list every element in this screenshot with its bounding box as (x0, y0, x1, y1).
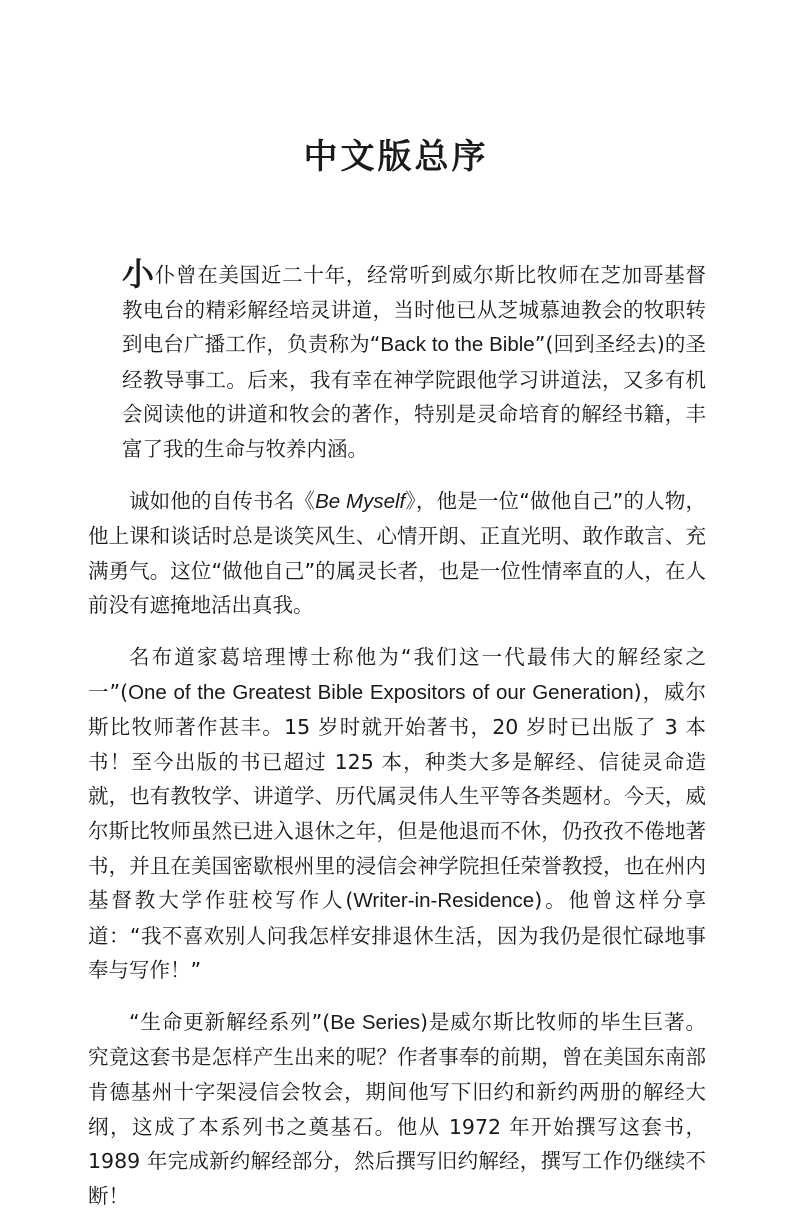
paragraph-4-text-b: )是威尔斯比牧师的毕生巨著。究竟这套书是怎样产生出来的呢？作者事奉的前期，曾在美国东南部肯德基州十字架浸信会牧会，期间他写下旧约和新约两册的解经大纲，这成了本系列书之奠基石。他从 1972 年开始撰写这套书，1989 年完成新约解经部分，然后撰写旧约解经，撰写工作仍继续不断！ (88, 1009, 706, 1208)
paragraph-1-english-a: Back to the Bible (380, 333, 535, 357)
page-title: 中文版总序 (303, 137, 489, 177)
paragraph-2-book-title: Be Myself (315, 489, 406, 513)
paragraph-2 (88, 484, 706, 623)
paragraph-3-english-a: One of the Greatest Bible Expositors of our Generation (128, 680, 634, 704)
body-text (88, 254, 706, 1230)
paragraph-3-english-b: Writer-in-Residence (353, 889, 535, 913)
paragraph-3-text-b: )，威尔斯比牧师著作甚丰。15 岁时就开始著书，20 岁时已出版了 3 本书！至今出版的书已超过 125 本，种类大多是解经、信徒灵命造就，也有教牧学、讲道学、历代属灵伟人生平等各类题材。今天，威尔斯比牧师虽然已进入退休之年，但是他退而不休，仍孜孜不倦地著书，并且在美国密歇根州里的浸信会神学院担任荣誉教授，也在州内基督教大学作驻校写作人( (88, 679, 707, 913)
paragraph-1-text-b: ”(回到圣经去)的圣经教导事工。后来，我有幸在神学院跟他学习讲道法，又多有机会阅读他的讲道和牧会的著作，特别是灵命培育的解经书籍，丰富了我的生命与牧养内涵。 (122, 332, 707, 461)
paragraph-4 (88, 1005, 706, 1214)
paragraph-2-text-a: 诚如他的自传书名《 (129, 488, 316, 513)
paragraph-3-text-a: 名布道家葛培理博士称他为“我们这一代最伟大的解经家之一”( (88, 644, 706, 704)
paragraph-2-text-b: 》，他是一位“做他自己”的人物，他上课和谈话时总是谈笑风生、心情开朗、正直光明、敢作敢言、充满勇气。这位“做他自己”的属灵长者，也是一位性情率直的人，在人前没有遮掩地活出真我。 (88, 488, 706, 618)
paragraph-3 (88, 640, 706, 988)
paragraph-3-text-c: )。他曾这样分享道：“我不喜欢别人问我怎样安排退休生活，因为我仍是很忙碌地事奉与写作！” (88, 888, 706, 983)
drop-cap: 小 (122, 255, 155, 293)
paragraph-1 (122, 254, 706, 467)
paragraph-4-text-a: “生命更新解经系列”( (129, 1009, 331, 1034)
paragraph-1-text-a: 仆曾在美国近二十年，经常听到威尔斯比牧师在芝加哥基督教电台的精彩解经培灵讲道，当时他已从芝城慕迪教会的牧职转到电台广播工作，负责称为“ (122, 263, 706, 357)
paragraph-4-english-a: Be Series (330, 1010, 420, 1034)
